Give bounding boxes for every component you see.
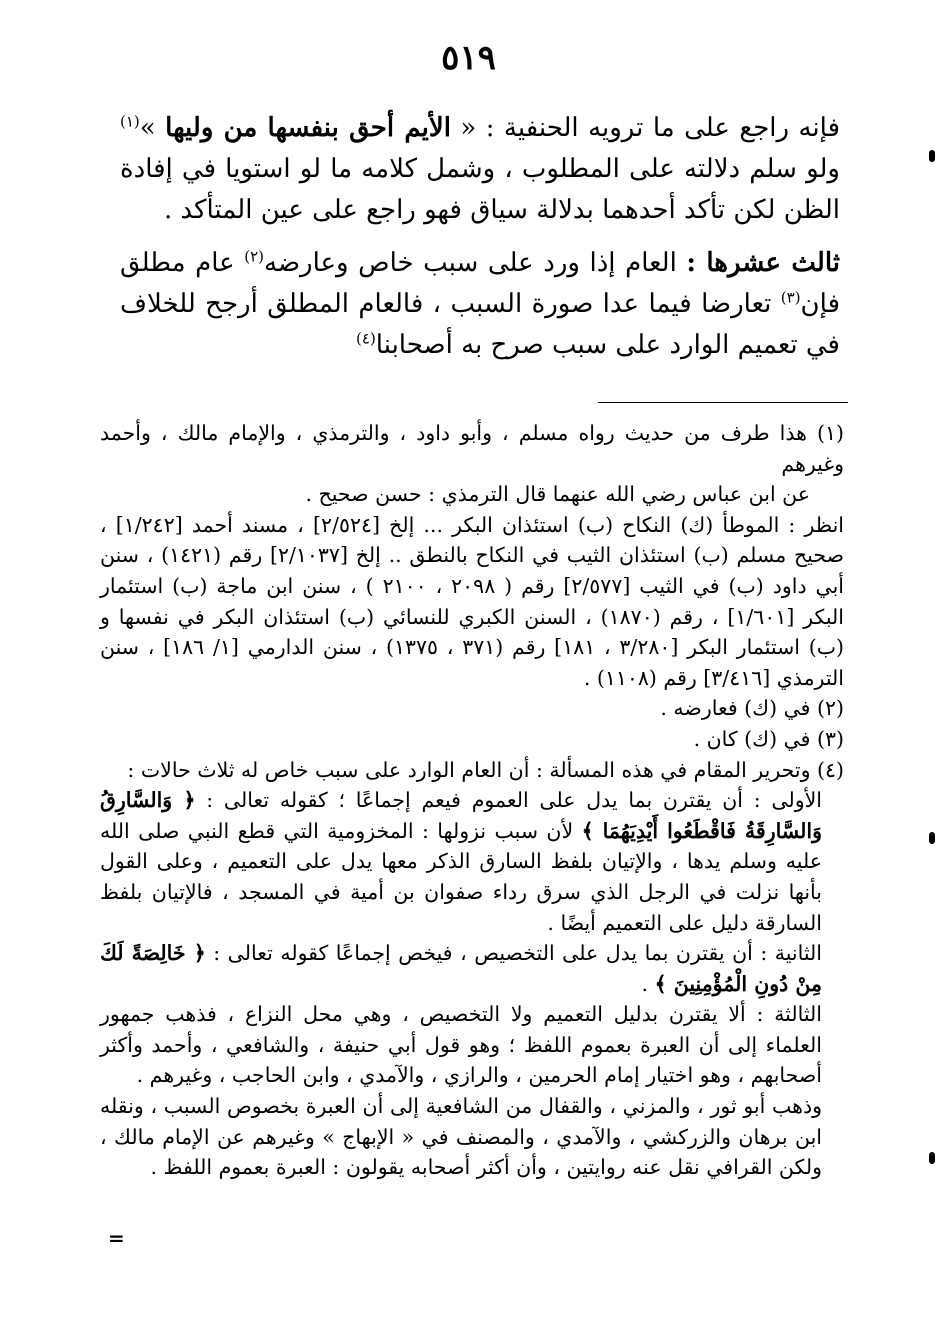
footnote-4-case-1	[100, 785, 844, 938]
footnote-ref-2: (٢)	[244, 247, 265, 266]
case-1-text-a: الأولى : أن يقترن بما يدل على العموم فيعم إجماعًا ؛ كقوله تعالى :	[195, 788, 822, 813]
case-2-text-b: .	[641, 971, 655, 996]
footnote-4-case-2	[100, 938, 844, 999]
footnote-3: (٣) في (ك) كان .	[693, 726, 844, 751]
footnote-ref-3: (٣)	[780, 288, 801, 307]
p1-end: ولو سلم دلالته على المطلوب ، وشمل كلامه ما لو استويا في إفادة الظن لكن تأكد أحدهما بدلالة سياق فهو راجع على عين المتأكد .	[120, 154, 840, 225]
main-text	[120, 108, 840, 366]
footnote-4-case-3: الثالثة : ألا يقترن بدليل التعميم ولا التخصيص ، وهي محل النزاع ، فذهب جمهور العلماء إلى أن العبرة بعموم اللفظ ؛ وهو قول أبي حنيفة ، والشافعي ، وأحمد وأكثر أصحابهم ، وهو اختيار إمام الحرمين ، والرازي ، والآمدي ، وابن الحاجب ، وغيرهم .	[100, 1002, 822, 1088]
footnote-4-intro: (٤) وتحرير المقام في هذه المسألة : أن العام الوارد على سبب خاص له ثلاث حالات :	[127, 757, 844, 782]
footnote-2: (٢) في (ك) فعارضه .	[660, 696, 844, 721]
footnote-ref-1: (١)	[120, 112, 140, 131]
p2-part-a: العام إذا ورد على سبب خاص وعارضه	[264, 248, 687, 278]
quran-verse-thief: ﴿ وَالسَّارِقُ وَالسَّارِقَةُ فَاقْطَعُوا أَيْدِيَهُمَا ﴾	[100, 788, 822, 843]
footnote-ref-4: (٤)	[356, 329, 376, 348]
margin-mark-middle	[929, 832, 935, 844]
p2-part-c: تعارضا فيما عدا صورة السبب ، فالعام المطلق أرجح للخلاف في تعميم الوارد على سبب صرح به أصحابنا	[120, 289, 840, 360]
hadith-quote: الأيم أحق بنفسها من وليها	[165, 113, 451, 143]
case-2-text-a: الثانية : أن يقترن بما يدل على التخصيص ، فيخص إجماعًا كقوله تعالى :	[205, 941, 822, 966]
main-paragraph-2	[120, 243, 840, 366]
footnotes	[100, 418, 844, 1183]
footnote-1-line-1: (١) هذا طرف من حديث رواه مسلم ، وأبو داود ، والترمذي ، والإمام مالك ، وأحمد وغيرهم	[100, 421, 844, 476]
continuation-mark: =	[108, 1226, 125, 1250]
footnote-1-references: انظر : الموطأ (ك) النكاح (ب) استئذان البكر ... إلخ [٢/٥٢٤] ، مسند أحمد [١/٢٤٢] ، صحيح مسلم (ب) استئذان الثيب في النكاح بالنطق .. إلخ [٢/١٠٣٧] رقم (١٤٢١) ، سنن أبي داود (ب) في الثيب [٢/٥٧٧] رقم ( ٢٠٩٨ ، ٢١٠٠ ) ، سنن ابن ماجة (ب) استئمار البكر [١/٦٠١] ، رقم (١٨٧٠) ، السنن الكبري للنسائي (ب) استئذان البكر في نفسها و (ب) استئمار البكر [٣/٢٨٠ ، ١٨١] رقم (٣٧١ ، ١٣٧٥) ، سنن الدارمي [١/ ١٨٦] ، سنن الترمذي [٣/٤١٦] رقم (١١٠٨) .	[100, 512, 845, 690]
footnote-1-line-2: عن ابن عباس رضي الله عنهما قال الترمذي : حسن صحيح .	[305, 482, 810, 507]
p1-after: »	[139, 113, 166, 143]
p1-start: فإنه راجع على ما ترويه الحنفية : «	[450, 113, 841, 143]
page-number: ٥١٩	[441, 38, 496, 78]
quran-verse-khalisa: ﴿ خَالِصَةً لَكَ مِنْ دُونِ الْمُؤْمِنِينَ ﴾	[100, 941, 822, 996]
footnote-separator	[598, 402, 848, 403]
section-heading: ثالث عشرها :	[686, 248, 841, 278]
case-1-text-b: لأن سبب نزولها : المخزومية التي قطع النبي صلى الله عليه وسلم يدها ، والإتيان بلفظ السارق الذكر معها يدل على التعميم ، وعلى القول بأنها نزلت في الرجل الذي سرق رداء صفوان بن أمية في المسجد ، فالإتيان بلفظ السارقة دليل على التعميم أيضًا .	[100, 818, 822, 935]
footnote-4-case-4: وذهب أبو ثور ، والمزني ، والقفال من الشافعية إلى أن العبرة بخصوص السبب ، ونقله ابن برهان والزركشي ، والآمدي ، والمصنف في « الإبهاج » وغيرهم عن الإمام مالك ، ولكن القرافي نقل عنه روايتين ، وأن أكثر أصحابه يقولون : العبرة بعموم اللفظ .	[100, 1094, 822, 1180]
margin-mark-top	[929, 150, 935, 162]
margin-mark-bottom	[929, 1152, 935, 1164]
main-paragraph-1	[120, 108, 840, 231]
p2-part-b: عام مطلق فإن	[120, 248, 840, 319]
